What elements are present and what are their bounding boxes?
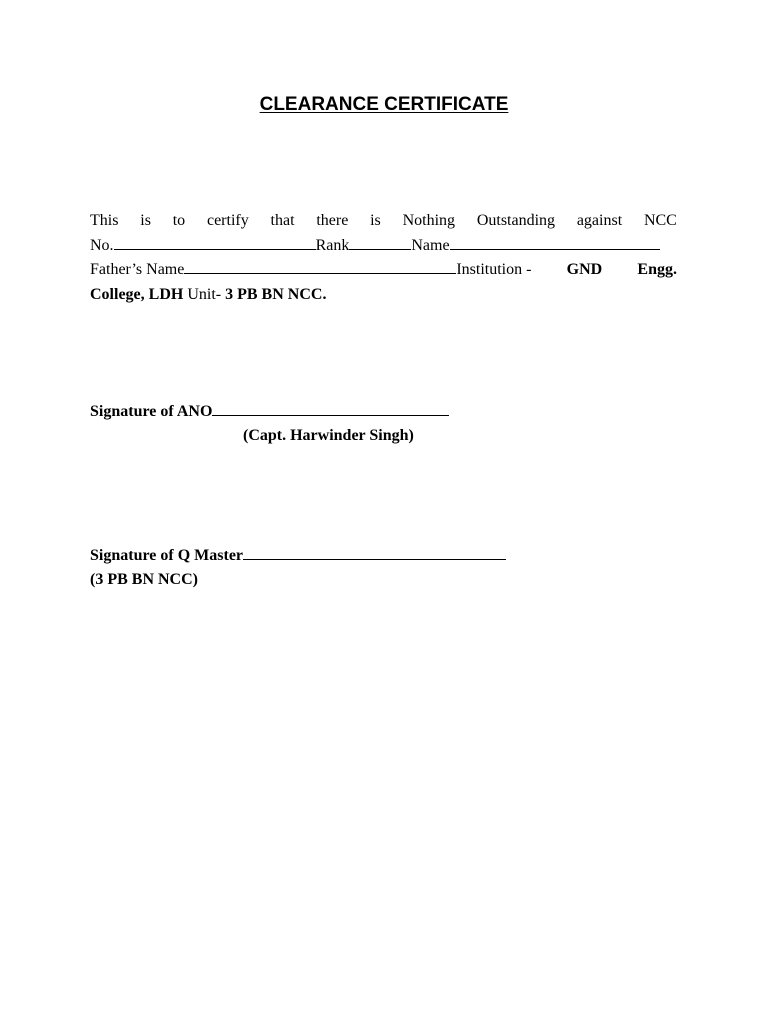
certify-line (90, 209, 677, 234)
unit-label: Unit- (187, 285, 222, 303)
father-name-blank[interactable] (184, 258, 456, 274)
word: is (370, 212, 381, 229)
word: This (90, 212, 119, 229)
qmaster-signature-label: Signature of Q Master (90, 547, 244, 564)
qmaster-signature-blank[interactable] (243, 545, 506, 560)
father-line (90, 258, 677, 283)
qmaster-signature-line (90, 544, 506, 568)
qmaster-signature-block (90, 544, 506, 592)
name-label: Name (411, 236, 450, 254)
word: against (576, 212, 623, 229)
institution-line (90, 283, 677, 308)
word: to (172, 212, 186, 229)
page-title (0, 93, 768, 117)
institution-name-part2: Engg. (637, 261, 677, 278)
father-name-group (90, 258, 531, 283)
ano-signature-label: Signature of ANO (90, 403, 213, 420)
ano-signature-line (90, 400, 449, 424)
qmaster-unit: (3 PB BN NCC) (90, 571, 198, 588)
name-blank[interactable] (450, 234, 660, 250)
ano-signature-block (90, 400, 449, 448)
word: Outstanding (476, 212, 556, 229)
institution-label: Institution - (456, 261, 532, 278)
details-line (90, 234, 677, 259)
word: certify (206, 212, 249, 229)
rank-blank[interactable] (349, 234, 411, 250)
institution-name-cont: College, LDH (90, 285, 184, 303)
word: is (140, 212, 151, 229)
certificate-body (90, 209, 677, 307)
word: that (270, 212, 295, 229)
institution-name-part1: GND (566, 261, 603, 278)
title-text: CLEARANCE CERTIFICATE (259, 94, 509, 115)
word: there (316, 212, 349, 229)
unit-value: 3 PB BN NCC. (225, 285, 327, 303)
rank-label: Rank (315, 236, 350, 254)
word: Nothing (402, 212, 456, 229)
ncc-no-label: No. (90, 236, 114, 254)
father-name-label: Father’s Name (90, 261, 185, 278)
word: NCC (643, 212, 677, 229)
ano-name: (Capt. Harwinder Singh) (243, 427, 414, 444)
ano-signature-blank[interactable] (212, 401, 449, 416)
ncc-no-blank[interactable] (114, 234, 316, 250)
